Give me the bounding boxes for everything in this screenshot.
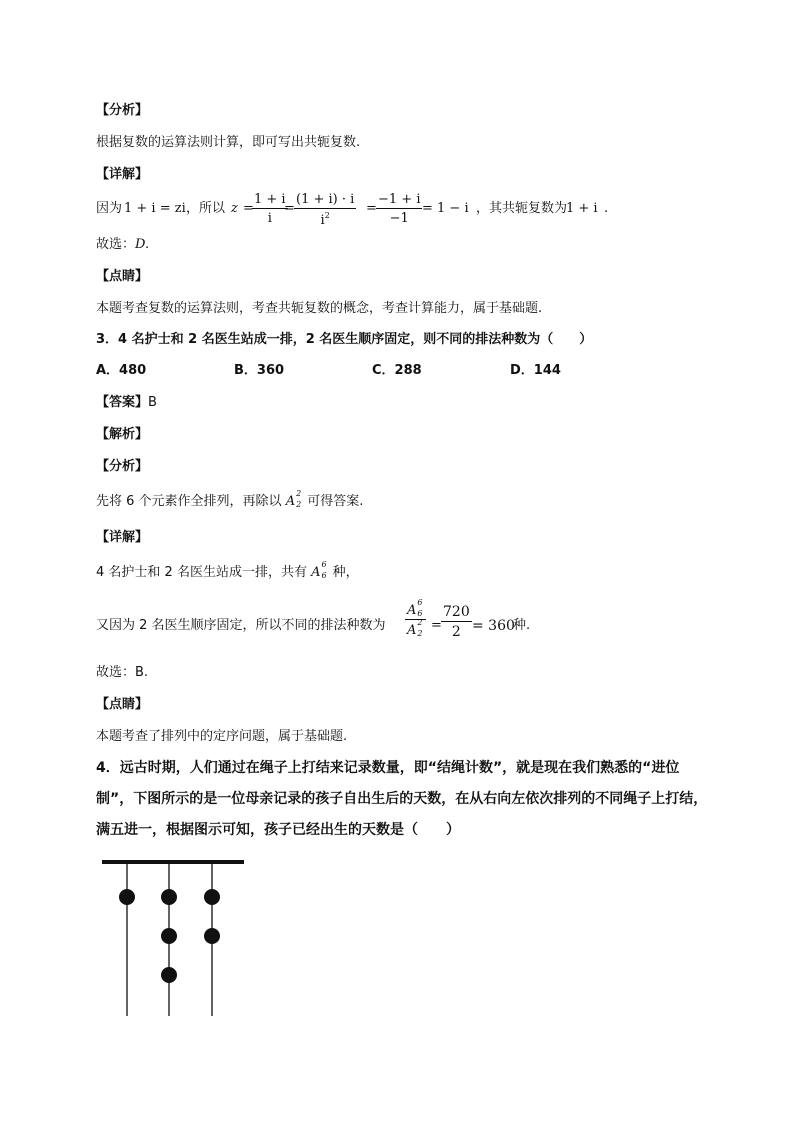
q3-detail-tag: 【详解】 [96, 530, 149, 545]
equals-sign: = [284, 201, 295, 216]
fraction-2-denominator: i [320, 213, 325, 228]
q3-option-d: D．144 [510, 363, 561, 378]
knot-2-3 [161, 967, 177, 983]
q3-detail-line-1 [96, 560, 359, 580]
q3-line2-lead: 又因为 2 名医生顺序固定，所以不同的排法种数为 [96, 618, 386, 633]
perm-num-sup: 6 [417, 598, 423, 607]
detail-tag: 【详解】 [96, 167, 149, 182]
equals-sign: = [243, 201, 254, 216]
q4-stem-line-1: 4．远古时期，人们通过在绳子上打结来记录数量，即“结绳计数”，就是现在我们熟悉的“进位 [96, 760, 680, 776]
q3-line1-sup: 6 [321, 560, 327, 569]
q3-stem: 3．4 名护士和 2 名医生站成一排，2 名医生顺序固定，则不同的排法种数为（ ） [96, 332, 593, 347]
knot-3-2 [204, 928, 220, 944]
detail-end: . [604, 201, 609, 216]
conjugate-value: 1 + i [566, 201, 598, 216]
fraction-3 [376, 193, 422, 225]
q3-analysis-sup: 2 [296, 489, 302, 498]
q3-analysis-tag: 【分析】 [96, 459, 149, 474]
z-symbol: z [231, 201, 238, 216]
fraction-2-numerator: (1 + i) · i [296, 192, 355, 207]
q3-analysis-line [96, 489, 364, 509]
value-numerator: 720 [443, 604, 470, 620]
equals-sign: = [366, 201, 377, 216]
perm-num-sym: A [407, 603, 417, 618]
fraction-3-numerator: −1 + i [378, 192, 421, 207]
q3-line1-tail: 种， [332, 565, 359, 580]
equals-sign: = [431, 618, 442, 633]
q3-analysis-sub: 2 [296, 500, 302, 509]
detail-result: = 1 − i [422, 201, 469, 216]
permutation-fraction [405, 598, 426, 638]
q4-stem-line-2: 制”，下图所示的是一位母亲记录的孩子自出生后的天数，在从右向左依次排列的不同绳子上打结， [96, 791, 708, 807]
knot-2-2 [161, 928, 177, 944]
fraction-3-denominator: −1 [389, 211, 409, 226]
q3-analysis-tail: 可得答案. [307, 494, 364, 509]
choice-line [96, 238, 149, 251]
q3-answer-line [96, 396, 157, 409]
choice-text: 故选： [96, 237, 136, 252]
q3-analysis-lead: 先将 6 个元素作全排列，再除以 [96, 494, 282, 509]
detail-tail-text: ，其共轭复数为 [476, 201, 568, 216]
q3-choice: 故选：B. [96, 665, 149, 680]
analysis-text: 根据复数的运算法则计算，即可写出共轭复数. [96, 135, 361, 150]
comment-tag: 【点睛】 [96, 269, 149, 284]
perm-den-sup: 2 [417, 618, 423, 627]
q3-line1-sub: 6 [321, 571, 327, 580]
knot-counting-figure [96, 856, 250, 1020]
answer-value: B [148, 395, 157, 410]
jiexi-tag: 【解析】 [96, 427, 149, 442]
detail-eq1: 1 + i = zi [124, 201, 186, 216]
q3-analysis-sym: A [285, 494, 296, 509]
detail-mid: ，所以 [186, 201, 226, 216]
q3-option-c: C．288 [372, 363, 422, 378]
q3-line1-sym: A [311, 565, 321, 580]
knot-3-1 [204, 889, 220, 905]
value-fraction [441, 605, 472, 639]
fraction-1-numerator: 1 + i [254, 192, 286, 207]
q3-line2-tail: 种. [513, 618, 531, 633]
perm-den-sym: A [407, 623, 417, 638]
q3-option-a: A．480 [96, 363, 147, 378]
q3-option-b: B．360 [234, 363, 285, 378]
answer-tag: 【答案】 [96, 395, 149, 410]
fraction-2 [294, 193, 356, 227]
knot-1-1 [119, 889, 135, 905]
perm-num-sub: 6 [417, 609, 423, 618]
detail-lead: 因为 [96, 201, 123, 216]
fraction-2-denominator-exponent: 2 [324, 211, 330, 220]
choice-letter: D. [135, 237, 150, 252]
analysis-tag: 【分析】 [96, 103, 149, 118]
top-bar [102, 860, 244, 864]
value-denominator: 2 [451, 624, 461, 640]
q3-comment-tag: 【点睛】 [96, 697, 149, 712]
perm-den-sub: 2 [417, 629, 423, 638]
q4-stem-line-3: 满五进一，根据图示可知，孩子已经出生的天数是（ ） [96, 822, 460, 838]
fraction-1 [252, 193, 288, 225]
q3-comment-text: 本题考查了排列中的定序问题，属于基础题. [96, 729, 348, 744]
knot-2-1 [161, 889, 177, 905]
q3-result: = 360 [472, 618, 515, 634]
fraction-1-denominator: i [267, 211, 272, 226]
comment-text: 本题考查复数的运算法则，考查共轭复数的概念，考查计算能力，属于基础题. [96, 301, 543, 316]
q3-line1-lead: 4 名护士和 2 名医生站成一排，共有 [96, 565, 307, 580]
